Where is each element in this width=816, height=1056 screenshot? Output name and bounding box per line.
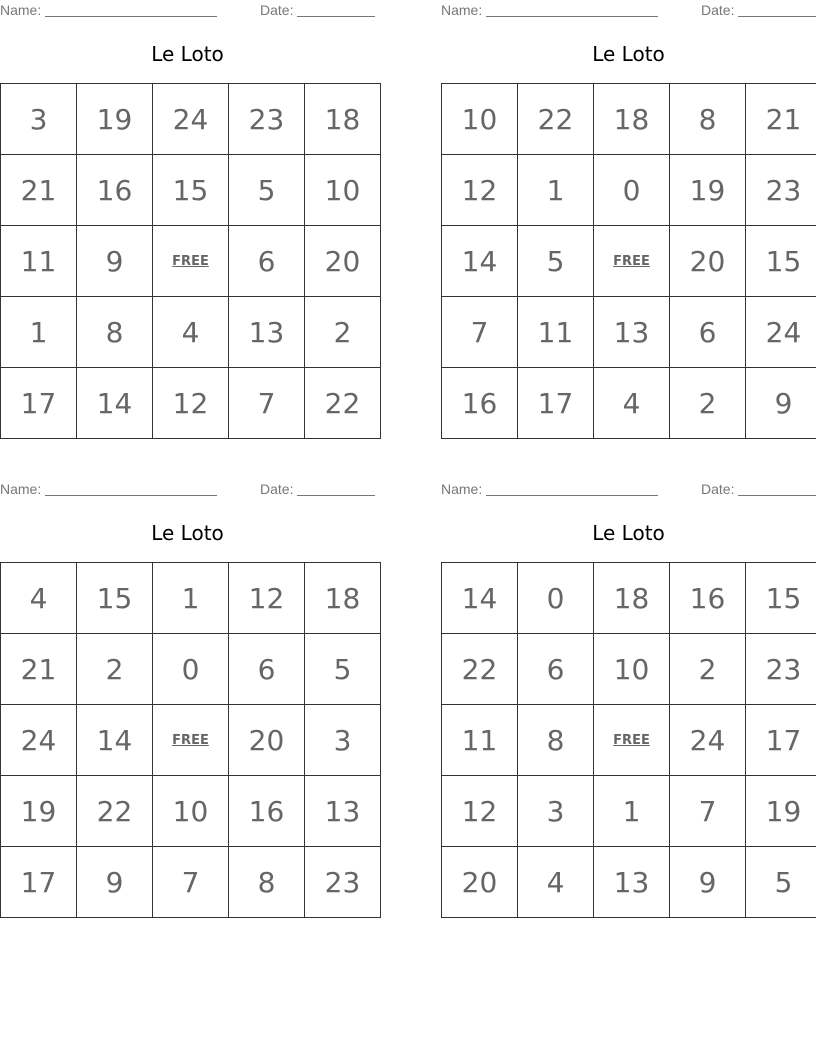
grid-row <box>1 297 381 368</box>
grid-row <box>442 634 816 705</box>
grid-cell: 7 <box>153 847 229 918</box>
free-space: FREE <box>594 226 670 297</box>
grid-row <box>442 84 816 155</box>
card-title: Le Loto <box>592 42 665 66</box>
bingo-grid <box>0 562 381 918</box>
name-label: Name: <box>0 481 42 497</box>
grid-cell: 22 <box>442 634 518 705</box>
grid-cell: 17 <box>1 847 77 918</box>
grid-row <box>1 226 381 297</box>
grid-cell: 24 <box>670 705 746 776</box>
grid-cell: 4 <box>1 563 77 634</box>
grid-cell: 24 <box>1 705 77 776</box>
name-label: Name: <box>441 2 483 18</box>
grid-cell: 0 <box>153 634 229 705</box>
grid-cell: 0 <box>518 563 594 634</box>
name-label: Name: <box>0 2 42 18</box>
grid-cell: 8 <box>229 847 305 918</box>
grid-cell: 24 <box>153 84 229 155</box>
grid-row <box>1 155 381 226</box>
grid-cell: 20 <box>229 705 305 776</box>
grid-cell: 5 <box>229 155 305 226</box>
grid-cell: 21 <box>746 84 816 155</box>
grid-cell: 12 <box>442 155 518 226</box>
grid-cell: 18 <box>594 563 670 634</box>
bingo-grid <box>0 83 381 439</box>
grid-cell: 20 <box>442 847 518 918</box>
grid-cell: 15 <box>153 155 229 226</box>
grid-cell: 22 <box>77 776 153 847</box>
grid-cell: 4 <box>594 368 670 439</box>
bingo-card-3 <box>0 479 375 899</box>
grid-cell: 18 <box>305 563 381 634</box>
name-blank <box>45 495 217 496</box>
grid-cell: 1 <box>518 155 594 226</box>
grid-cell: 9 <box>746 368 816 439</box>
grid-row <box>442 705 816 776</box>
card-title: Le Loto <box>151 42 224 66</box>
grid-cell: 19 <box>746 776 816 847</box>
date-blank <box>738 495 816 496</box>
grid-cell: 11 <box>518 297 594 368</box>
grid-cell: 16 <box>229 776 305 847</box>
grid-cell: 12 <box>153 368 229 439</box>
grid-cell: 2 <box>670 368 746 439</box>
grid-cell: 11 <box>442 705 518 776</box>
grid-cell: 19 <box>1 776 77 847</box>
grid-cell: 17 <box>746 705 816 776</box>
grid-cell: 17 <box>1 368 77 439</box>
grid-cell: 14 <box>442 226 518 297</box>
grid-cell: 19 <box>670 155 746 226</box>
grid-cell: 18 <box>305 84 381 155</box>
grid-cell: 7 <box>229 368 305 439</box>
grid-cell: 4 <box>153 297 229 368</box>
free-space: FREE <box>153 705 229 776</box>
grid-cell: 16 <box>77 155 153 226</box>
grid-cell: 23 <box>229 84 305 155</box>
card-header <box>0 479 375 501</box>
grid-row <box>442 155 816 226</box>
free-space: FREE <box>153 226 229 297</box>
grid-cell: 23 <box>305 847 381 918</box>
grid-row <box>442 226 816 297</box>
grid-cell: 23 <box>746 634 816 705</box>
grid-cell: 9 <box>670 847 746 918</box>
grid-cell: 6 <box>670 297 746 368</box>
date-label: Date: <box>260 481 294 497</box>
grid-cell: 2 <box>670 634 746 705</box>
grid-cell: 13 <box>594 297 670 368</box>
grid-row <box>1 705 381 776</box>
grid-cell: 15 <box>77 563 153 634</box>
grid-cell: 14 <box>77 705 153 776</box>
grid-cell: 22 <box>305 368 381 439</box>
grid-cell: 15 <box>746 226 816 297</box>
grid-cell: 8 <box>77 297 153 368</box>
bingo-grid <box>441 562 816 918</box>
date-label: Date: <box>701 481 735 497</box>
grid-cell: 20 <box>305 226 381 297</box>
grid-cell: 13 <box>229 297 305 368</box>
card-header <box>441 479 816 501</box>
grid-cell: 24 <box>746 297 816 368</box>
grid-cell: 22 <box>518 84 594 155</box>
grid-cell: 20 <box>670 226 746 297</box>
date-label: Date: <box>260 2 294 18</box>
grid-cell: 14 <box>77 368 153 439</box>
bingo-grid <box>441 83 816 439</box>
name-label: Name: <box>441 481 483 497</box>
grid-row <box>1 634 381 705</box>
grid-cell: 21 <box>1 155 77 226</box>
grid-cell: 21 <box>1 634 77 705</box>
grid-cell: 17 <box>518 368 594 439</box>
card-header <box>441 0 816 22</box>
grid-cell: 16 <box>442 368 518 439</box>
grid-cell: 5 <box>746 847 816 918</box>
grid-cell: 16 <box>670 563 746 634</box>
grid-row <box>1 847 381 918</box>
grid-row <box>442 847 816 918</box>
grid-cell: 9 <box>77 226 153 297</box>
bingo-card-2 <box>441 0 816 420</box>
grid-row <box>442 368 816 439</box>
grid-cell: 13 <box>305 776 381 847</box>
grid-cell: 3 <box>305 705 381 776</box>
grid-row <box>1 563 381 634</box>
free-space: FREE <box>594 705 670 776</box>
grid-cell: 19 <box>77 84 153 155</box>
grid-cell: 0 <box>594 155 670 226</box>
grid-cell: 7 <box>442 297 518 368</box>
grid-cell: 5 <box>305 634 381 705</box>
grid-cell: 2 <box>77 634 153 705</box>
date-blank <box>738 16 816 17</box>
grid-cell: 14 <box>442 563 518 634</box>
grid-cell: 10 <box>153 776 229 847</box>
bingo-card-1 <box>0 0 375 420</box>
date-blank <box>297 495 375 496</box>
grid-cell: 4 <box>518 847 594 918</box>
card-title: Le Loto <box>151 521 224 545</box>
grid-cell: 12 <box>229 563 305 634</box>
grid-cell: 13 <box>594 847 670 918</box>
grid-cell: 8 <box>518 705 594 776</box>
grid-cell: 10 <box>305 155 381 226</box>
grid-cell: 3 <box>518 776 594 847</box>
grid-cell: 18 <box>594 84 670 155</box>
grid-row <box>1 368 381 439</box>
grid-cell: 5 <box>518 226 594 297</box>
grid-cell: 1 <box>594 776 670 847</box>
grid-cell: 15 <box>746 563 816 634</box>
date-blank <box>297 16 375 17</box>
grid-cell: 6 <box>518 634 594 705</box>
grid-cell: 1 <box>1 297 77 368</box>
grid-row <box>442 563 816 634</box>
grid-cell: 9 <box>77 847 153 918</box>
name-blank <box>486 495 658 496</box>
grid-cell: 11 <box>1 226 77 297</box>
grid-row <box>442 297 816 368</box>
grid-cell: 2 <box>305 297 381 368</box>
grid-cell: 7 <box>670 776 746 847</box>
grid-cell: 8 <box>670 84 746 155</box>
card-title: Le Loto <box>592 521 665 545</box>
card-header <box>0 0 375 22</box>
grid-cell: 1 <box>153 563 229 634</box>
date-label: Date: <box>701 2 735 18</box>
grid-cell: 12 <box>442 776 518 847</box>
grid-cell: 10 <box>442 84 518 155</box>
bingo-card-4 <box>441 479 816 899</box>
grid-cell: 23 <box>746 155 816 226</box>
grid-row <box>1 776 381 847</box>
grid-cell: 3 <box>1 84 77 155</box>
grid-cell: 10 <box>594 634 670 705</box>
grid-row <box>1 84 381 155</box>
grid-cell: 6 <box>229 634 305 705</box>
grid-row <box>442 776 816 847</box>
grid-cell: 6 <box>229 226 305 297</box>
name-blank <box>45 16 217 17</box>
name-blank <box>486 16 658 17</box>
